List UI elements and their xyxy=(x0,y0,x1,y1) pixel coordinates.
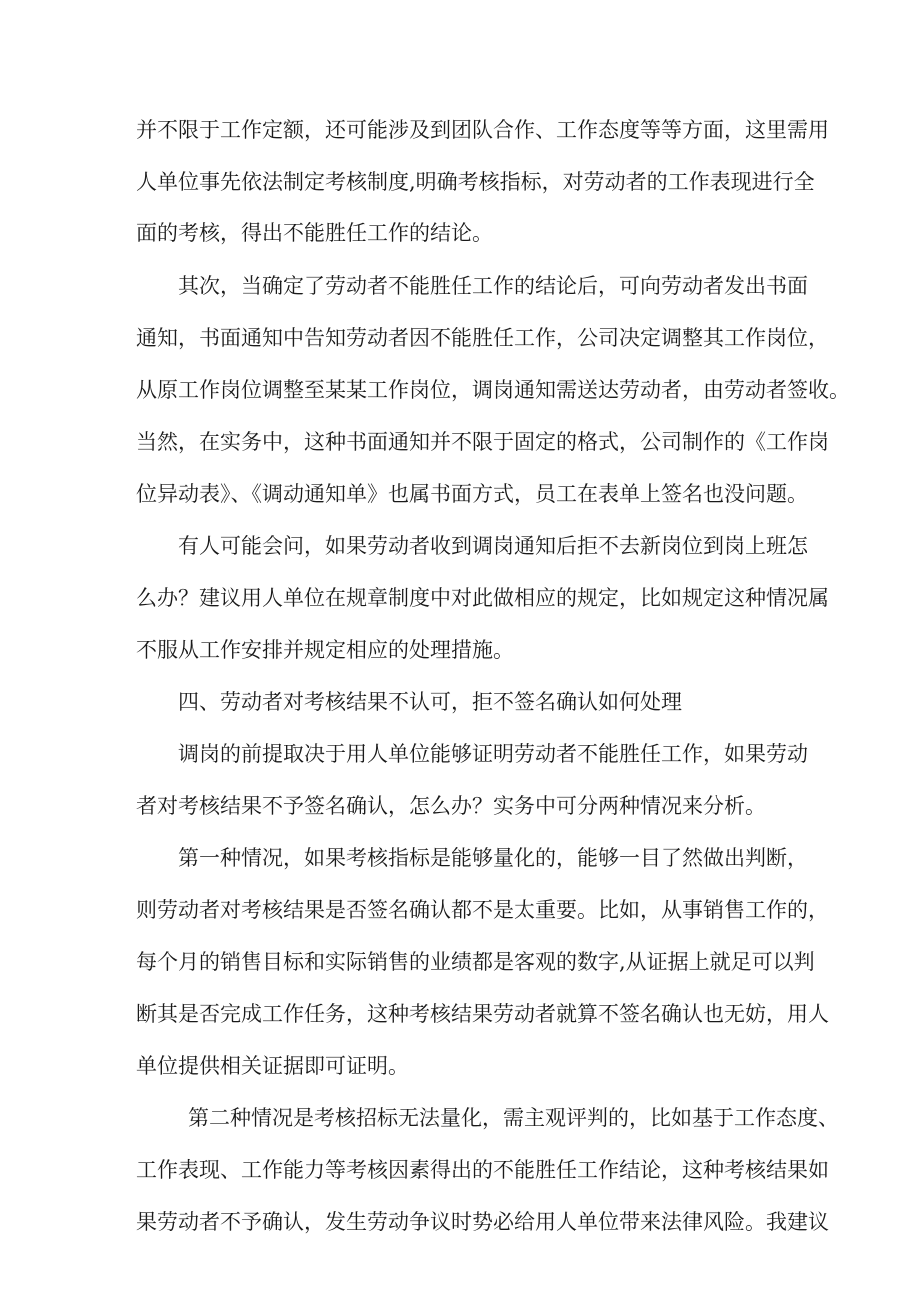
paragraph-6-line-1: 第一种情况，如果考核指标是能够量化的，能够一目了然做出判断， xyxy=(178,846,808,870)
paragraph-2-line-5: 位异动表》、《调动通知单》也属书面方式，员工在表单上签名也没问题。 xyxy=(136,482,808,506)
paragraph-6-line-3: 每个月的销售目标和实际销售的业绩都是客观的数字,从证据上就足可以判 xyxy=(136,950,815,974)
paragraph-7-line-2: 工作表现、工作能力等考核因素得出的不能胜任工作结论，这种考核结果如 xyxy=(136,1158,829,1182)
paragraph-2-line-3: 从原工作岗位调整至某某工作岗位，调岗通知需送达劳动者，由劳动者签收。 xyxy=(136,378,850,402)
paragraph-6-line-2: 则劳动者对考核结果是否签名确认都不是太重要。比如，从事销售工作的， xyxy=(136,898,829,922)
paragraph-3-line-3: 不服从工作安排并规定相应的处理措施。 xyxy=(136,638,514,662)
paragraph-1-line-1: 并不限于工作定额，还可能涉及到团队合作、工作态度等等方面，这里需用 xyxy=(136,118,829,142)
paragraph-3-line-2: 么办？建议用人单位在规章制度中对此做相应的规定，比如规定这种情况属 xyxy=(136,586,829,610)
paragraph-2-line-1: 其次，当确定了劳动者不能胜任工作的结论后，可向劳动者发出书面 xyxy=(178,274,808,298)
paragraph-2-line-2: 通知，书面通知中告知劳动者因不能胜任工作，公司决定调整其工作岗位， xyxy=(136,326,829,350)
paragraph-6-line-5: 单位提供相关证据即可证明。 xyxy=(136,1054,409,1078)
paragraph-1-line-2: 人单位事先依法制定考核制度,明确考核指标，对劳动者的工作表现进行全 xyxy=(136,170,815,194)
paragraph-3-line-1: 有人可能会问，如果劳动者收到调岗通知后拒不去新岗位到岗上班怎 xyxy=(178,534,808,558)
paragraph-2-line-4: 当然，在实务中，这种书面通知并不限于固定的格式，公司制作的《工作岗 xyxy=(136,430,829,454)
paragraph-6-line-4: 断其是否完成工作任务，这种考核结果劳动者就算不签名确认也无妨，用人 xyxy=(136,1002,829,1026)
paragraph-1-line-3: 面的考核，得出不能胜任工作的结论。 xyxy=(136,221,493,245)
section-heading: 四、劳动者对考核结果不认可，拒不签名确认如何处理 xyxy=(178,690,682,714)
paragraph-7-line-3: 果劳动者不予确认，发生劳动争议时势必给用人单位带来法律风险。我建议 xyxy=(136,1210,829,1234)
paragraph-5-line-2: 者对考核结果不予签名确认，怎么办？实务中可分两种情况来分析。 xyxy=(136,794,766,818)
paragraph-5-line-1: 调岗的前提取决于用人单位能够证明劳动者不能胜任工作，如果劳动 xyxy=(178,742,808,766)
paragraph-7-line-1: 第二种情况是考核招标无法量化，需主观评判的，比如基于工作态度、 xyxy=(188,1106,839,1130)
